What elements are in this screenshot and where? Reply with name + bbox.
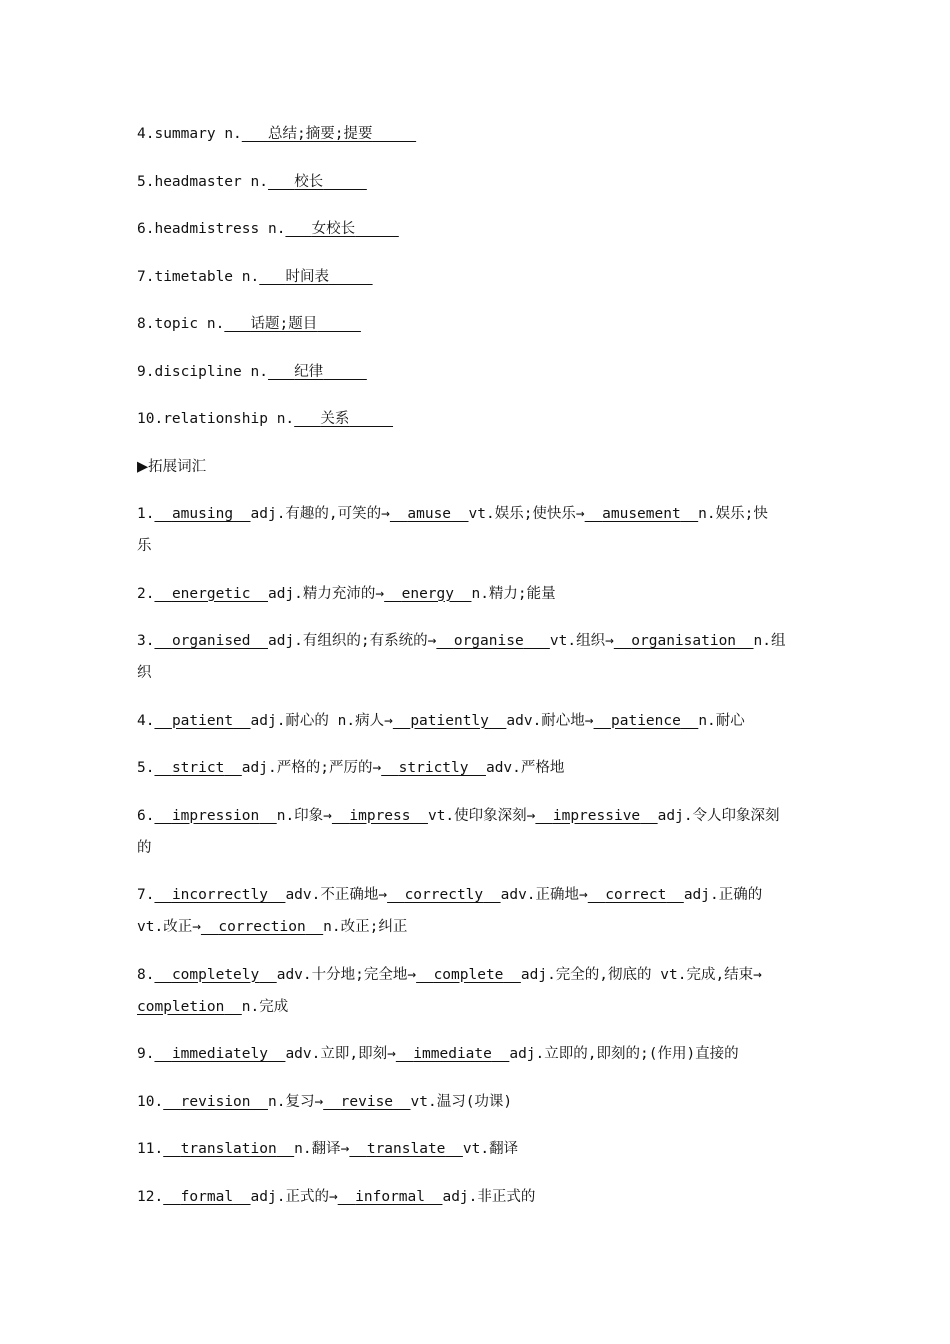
- definition-text: 织: [137, 665, 152, 681]
- definition-text: adv.立即,即刻→: [285, 1046, 396, 1062]
- extended-vocab-item: [137, 959, 817, 1023]
- definition-text: vt.改正→: [137, 919, 201, 935]
- answer-blank: [154, 760, 241, 776]
- definition-text: adj.精力充沛的→: [267, 585, 385, 602]
- answer-blank: [323, 1094, 410, 1110]
- definition-text: adj.立即的,即刻的;(作用)直接的: [509, 1046, 739, 1062]
- answer-text: organised: [171, 633, 251, 649]
- part-of-speech: n.: [250, 173, 268, 190]
- vocab-item: [137, 356, 817, 388]
- answer-text: strict: [171, 760, 225, 776]
- answer-blank: [614, 633, 754, 649]
- item-line: [137, 991, 817, 1023]
- item-line: [137, 1133, 817, 1165]
- answer-blank: [154, 808, 276, 824]
- basic-vocab-list: [137, 118, 817, 451]
- answer-text: translate: [366, 1141, 446, 1157]
- item-line: [137, 959, 817, 991]
- definition-text: n.印象→: [276, 807, 332, 824]
- definition-text: n.完成: [241, 998, 289, 1015]
- item-number: 6.: [137, 221, 155, 237]
- answer-blank: [384, 586, 471, 602]
- item-number: 6.: [137, 807, 155, 824]
- item-line: [137, 578, 817, 610]
- definition-text: adj.耐心的 n.病人→: [250, 712, 393, 729]
- answer-blank: [163, 1189, 250, 1205]
- extended-vocab-item: [137, 1181, 817, 1213]
- answer-text: amuse: [407, 506, 452, 522]
- definition-text: vt.组织→: [549, 633, 614, 649]
- definition-text: n.组: [753, 633, 786, 649]
- answer-text: impressive: [552, 807, 641, 824]
- answer-blank: [390, 506, 469, 522]
- vocab-item: [137, 261, 817, 293]
- extended-vocab-item: [137, 625, 817, 689]
- answer-blank: [393, 713, 507, 729]
- vocab-item: [137, 166, 817, 198]
- definition-text: adj.正确的: [683, 887, 763, 903]
- answer-blank: [588, 887, 684, 903]
- answer-blank: [436, 633, 550, 649]
- answer-text: 女校长: [311, 221, 356, 237]
- worksheet-page: [137, 118, 817, 1228]
- answer-blank: [224, 316, 361, 332]
- answer-blank: [137, 999, 242, 1015]
- definition-text: adv.十分地;完全地→: [276, 966, 417, 983]
- item-number: 3.: [137, 633, 155, 649]
- answer-text: energetic: [171, 585, 251, 602]
- answer-text: patiently: [410, 712, 489, 729]
- definition-text: n.翻译→: [294, 1141, 350, 1157]
- vocab-item: [137, 403, 817, 435]
- answer-blank: [585, 506, 699, 522]
- answer-text: informal: [355, 1188, 425, 1205]
- extended-vocab-item: [137, 578, 817, 610]
- definition-text: adv.严格地: [485, 760, 565, 776]
- answer-blank: [201, 919, 323, 935]
- answer-text: patience: [611, 712, 681, 729]
- answer-text: 总结;摘要;提要: [267, 126, 373, 142]
- vocab-word: relationship: [163, 411, 268, 427]
- definition-text: vt.温习(功课): [410, 1093, 513, 1110]
- answer-text: energy: [401, 585, 454, 602]
- definition-text: adj.有趣的,可笑的→: [250, 506, 390, 522]
- item-number: 10.: [137, 411, 164, 427]
- item-number: 4.: [137, 126, 155, 142]
- item-line: [137, 879, 817, 911]
- definition-text: adj.令人印象深刻: [657, 807, 780, 824]
- part-of-speech: n.: [250, 363, 268, 380]
- item-line: [137, 530, 817, 562]
- answer-text: strictly: [398, 760, 469, 776]
- item-number: 8.: [137, 966, 155, 983]
- item-number: 7.: [137, 268, 155, 285]
- item-line: [137, 752, 817, 784]
- answer-blank: [163, 1094, 268, 1110]
- vocab-word: headmistress: [154, 221, 260, 237]
- definition-text: 的: [137, 839, 152, 856]
- definition-text: vt.翻译: [462, 1141, 519, 1157]
- answer-blank: [154, 887, 285, 903]
- answer-blank: [154, 1046, 285, 1062]
- item-number: 8.: [137, 316, 155, 332]
- answer-blank: [154, 633, 268, 649]
- answer-text: revision: [180, 1093, 251, 1110]
- item-line: [137, 832, 817, 864]
- answer-text: correct: [605, 887, 667, 903]
- answer-blank: [416, 967, 521, 983]
- definition-text: n.改正;纠正: [323, 919, 408, 935]
- part-of-speech: n.: [276, 411, 295, 427]
- definition-text: n.精力;能量: [471, 585, 556, 602]
- vocab-item: [137, 213, 817, 245]
- definition-text: adj.严格的;严厉的→: [241, 760, 382, 776]
- extended-vocab-list: [137, 498, 817, 1228]
- vocab-word: summary: [154, 126, 216, 142]
- vocab-item: [137, 308, 817, 340]
- item-number: 9.: [137, 363, 155, 380]
- answer-text: correctly: [404, 887, 484, 903]
- answer-text: translation: [180, 1141, 277, 1157]
- vocab-word: headmaster: [154, 173, 242, 190]
- item-number: 11.: [137, 1141, 164, 1157]
- answer-blank: [259, 269, 372, 285]
- answer-blank: [154, 713, 250, 729]
- answer-blank: [535, 808, 657, 824]
- answer-blank: [154, 506, 250, 522]
- item-line: [137, 657, 817, 689]
- answer-blank: [396, 1046, 510, 1062]
- item-number: 9.: [137, 1046, 155, 1062]
- definition-text: adj.完全的,彻底的 vt.完成,结束→: [520, 966, 762, 983]
- extended-vocab-item: [137, 1086, 817, 1118]
- item-line: [137, 625, 817, 657]
- item-line: [137, 1181, 817, 1213]
- answer-blank: [154, 967, 276, 983]
- answer-text: 纪律: [294, 363, 324, 380]
- answer-text: 关系: [320, 411, 350, 427]
- part-of-speech: n.: [224, 126, 242, 142]
- definition-text: n.复习→: [267, 1093, 324, 1110]
- answer-text: revise: [340, 1093, 394, 1110]
- part-of-speech: n.: [241, 268, 260, 285]
- definition-text: adv.正确地→: [500, 887, 588, 903]
- answer-text: immediately: [171, 1046, 268, 1062]
- definition-text: vt.使印象深刻→: [427, 807, 536, 824]
- answer-blank: [268, 364, 367, 380]
- answer-blank: [338, 1189, 443, 1205]
- answer-text: 校长: [294, 173, 324, 190]
- definition-text: 乐: [137, 538, 152, 554]
- item-number: 5.: [137, 173, 155, 190]
- item-number: 1.: [137, 506, 155, 522]
- item-number: 2.: [137, 585, 155, 602]
- answer-blank: [387, 887, 501, 903]
- answer-text: immediate: [413, 1046, 492, 1062]
- answer-text: formal: [180, 1188, 234, 1205]
- answer-text: organisation: [631, 633, 737, 649]
- definition-text: adj.有组织的;有系统的→: [267, 633, 437, 649]
- answer-text: complete: [433, 966, 504, 983]
- answer-text: amusement: [602, 506, 681, 522]
- definition-text: adj.非正式的: [442, 1188, 536, 1205]
- part-of-speech: n.: [267, 221, 286, 237]
- part-of-speech: n.: [206, 316, 225, 332]
- answer-blank: [268, 174, 367, 190]
- answer-text: amusing: [171, 506, 234, 522]
- definition-text: vt.娱乐;使快乐→: [468, 506, 585, 522]
- answer-text: impression: [171, 807, 260, 824]
- answer-text: completion: [137, 998, 225, 1015]
- extended-vocab-item: [137, 1038, 817, 1070]
- vocab-word: discipline: [154, 363, 242, 380]
- answer-blank: [242, 126, 416, 142]
- answer-text: 时间表: [285, 268, 329, 285]
- answer-blank: [332, 808, 428, 824]
- answer-blank: [154, 586, 268, 602]
- item-line: [137, 800, 817, 832]
- answer-text: patient: [171, 712, 234, 729]
- item-number: 4.: [137, 712, 155, 729]
- answer-text: 话题;题目: [250, 316, 318, 332]
- answer-blank: [349, 1141, 463, 1157]
- answer-text: incorrectly: [171, 887, 268, 903]
- item-number: 7.: [137, 887, 155, 903]
- section-heading: ▶拓展词汇: [137, 458, 207, 475]
- answer-blank: [381, 760, 486, 776]
- item-number: 12.: [137, 1188, 164, 1205]
- vocab-item: [137, 118, 817, 150]
- answer-text: correction: [218, 919, 306, 935]
- extended-vocab-item: [137, 800, 817, 864]
- extended-vocab-item: [137, 879, 817, 943]
- extended-vocab-item: [137, 1133, 817, 1165]
- item-line: [137, 705, 817, 737]
- definition-text: adv.不正确地→: [285, 887, 388, 903]
- answer-blank: [594, 713, 699, 729]
- item-line: [137, 911, 817, 943]
- extended-vocab-item: [137, 752, 817, 784]
- answer-text: impress: [349, 807, 411, 824]
- definition-text: n.娱乐;快: [698, 506, 768, 522]
- answer-blank: [294, 411, 393, 427]
- extended-vocab-item: [137, 705, 817, 737]
- item-number: 10.: [137, 1093, 164, 1110]
- definition-text: adj.正式的→: [250, 1188, 338, 1205]
- answer-text: organise: [453, 633, 524, 649]
- item-line: [137, 1038, 817, 1070]
- definition-text: adv.耐心地→: [506, 712, 594, 729]
- item-line: [137, 498, 817, 530]
- definition-text: n.耐心: [698, 712, 745, 729]
- item-number: 5.: [137, 760, 155, 776]
- answer-blank: [163, 1141, 294, 1157]
- item-line: [137, 1086, 817, 1118]
- vocab-word: topic: [154, 316, 199, 332]
- extended-vocab-item: [137, 498, 817, 562]
- answer-text: completely: [171, 966, 260, 983]
- vocab-word: timetable: [154, 268, 234, 285]
- answer-blank: [285, 221, 398, 237]
